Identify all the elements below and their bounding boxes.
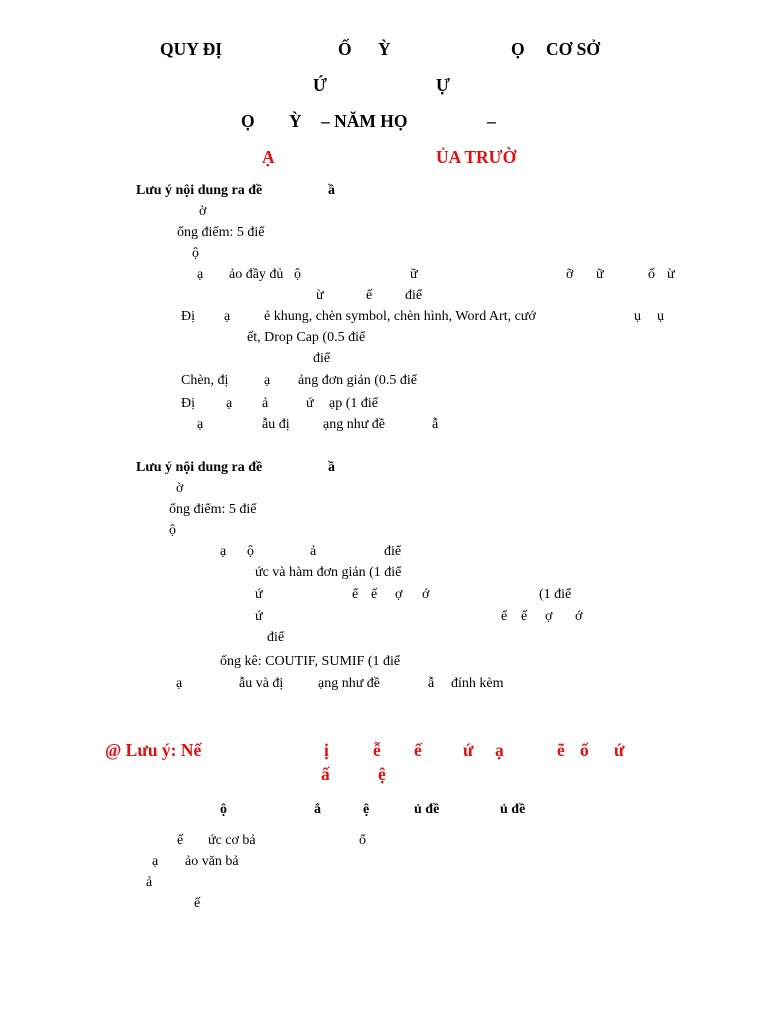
title-line3-part1: Ọ — [241, 111, 255, 131]
section1-item5-d: ẫ — [432, 417, 439, 432]
section2-item6-d: ẫ — [428, 676, 435, 691]
section1-item1b-b: ế — [366, 288, 373, 303]
section3-line4: ế — [194, 896, 201, 911]
note-line1-a: @ Lưu ý: Nế — [105, 740, 202, 760]
note-line1-g: ẽ — [557, 740, 565, 760]
section1-item2-d: ụ — [634, 309, 641, 324]
title-line3-part2: Ỳ — [289, 111, 302, 131]
note-line1-d: ế — [414, 740, 422, 760]
section1-item2c: điể — [313, 351, 331, 366]
section3-heading-d: ủ đề — [414, 802, 440, 817]
section1-heading: Lưu ý nội dung ra đề — [136, 183, 263, 198]
section1-item2-e: ụ — [657, 309, 664, 324]
section1-item2-c: ẻ khung, chèn symbol, chèn hình, Word Art, cướ — [264, 309, 536, 324]
section2-item4-a: ứ — [255, 609, 263, 624]
note-line2-b: ệ — [378, 764, 386, 784]
section1-item4-b: ạ — [226, 396, 233, 411]
section3-heading-e: ủ đề — [500, 802, 526, 817]
title-line4-part1: Ạ — [262, 147, 275, 167]
title-line3-part4: – — [487, 111, 496, 131]
section1-item1b-a: ừ — [316, 288, 324, 303]
section2-item6-e: đính kèm — [451, 676, 504, 691]
section1-score: ổng điểm: 5 điể — [177, 225, 265, 240]
section1-item1-g: ố — [648, 267, 655, 282]
section1-item5-b: ẫu đị — [262, 417, 290, 432]
section1-item1-f: ữ — [596, 267, 604, 282]
title-line1-part1: QUY ĐỊ — [160, 39, 223, 59]
section1-item1-b: ảo đầy đủ — [229, 267, 284, 282]
section2-item4b: điể — [267, 630, 285, 645]
section3-heading-b: ắ — [314, 802, 321, 817]
section2-item3-d: ợ — [395, 587, 403, 602]
section1-item4-c: ả — [262, 396, 269, 411]
section2-heading-tail: ầ — [328, 460, 335, 475]
section2-score: ổng điểm: 5 điể — [169, 502, 257, 517]
section2-item5: ống kê: COUTIF, SUMIF (1 điể — [220, 654, 401, 669]
section1-item4-a: Đị — [181, 396, 195, 411]
section3-line2-a: ạ — [152, 854, 159, 869]
title-line4-part2: ỦA TRƯỜ — [436, 147, 517, 167]
title-line1-part3: Ỳ — [378, 39, 391, 59]
section2-item1-c: ả — [310, 544, 317, 559]
section2-item1-b: ộ — [247, 544, 254, 559]
note-line1-f: ạ — [495, 740, 504, 760]
note-line1-b: ị — [324, 740, 329, 760]
section2-item1-d: điể — [384, 544, 402, 559]
section2-item4-d: ợ — [545, 609, 553, 624]
section1-item3-b: ạ — [264, 373, 271, 388]
title-line1-part5: CƠ SỞ — [546, 39, 600, 59]
section1-item1-c: ộ — [294, 267, 301, 282]
section2-item6-c: ạng như đề — [318, 676, 381, 691]
section1-item1-d: ữ — [410, 267, 418, 282]
section2-item4-c: ế — [521, 609, 528, 624]
section1-item5-c: ạng như đề — [323, 417, 386, 432]
section1-item4-e: ạp (1 điể — [329, 396, 378, 411]
section3-line3: ả — [146, 875, 153, 890]
section3-line1-a: ế — [177, 833, 184, 848]
section2-item3-c: ế — [371, 587, 378, 602]
section3-line1-b: ức cơ bả — [208, 833, 256, 848]
note-line1-i: ứ — [614, 740, 625, 760]
section1-heading-tail: ầ — [328, 183, 335, 198]
section1-item3-c: ảng đơn giản (0.5 điể — [298, 373, 417, 388]
title-line1-part4: Ọ — [511, 39, 525, 59]
section1-item4-d: ứ — [306, 396, 314, 411]
section3-heading-c: ệ — [363, 802, 370, 817]
note-line1-c: ễ — [373, 740, 381, 760]
section1-item2-b: ạ — [224, 309, 231, 324]
section1-item1-e: ỡ — [566, 267, 574, 282]
section1-item1-h: ừ — [667, 267, 675, 282]
title-line3-part3: – NĂM HỌ — [321, 111, 408, 131]
section1-item2b: ết, Drop Cap (0.5 điể — [247, 330, 366, 345]
section2-item6-a: ạ — [176, 676, 183, 691]
section2-item3-b: ể — [352, 587, 359, 602]
section2-time: ờ — [176, 481, 184, 496]
section1-item1-a: ạ — [197, 267, 204, 282]
section2-item2: ức và hàm đơn giản (1 điể — [255, 565, 402, 580]
section2-item3-e: ớ — [422, 587, 430, 602]
section3-line1-c: ổ — [359, 833, 366, 848]
section2-heading: Lưu ý nội dung ra đề — [136, 460, 263, 475]
section2-item4-b: ể — [501, 609, 508, 624]
title-line2-part2: Ự — [436, 75, 450, 95]
section1-item1b-c: điể — [405, 288, 423, 303]
section2-content-label: ộ — [169, 523, 176, 538]
section2-item6-b: ẫu và đị — [239, 676, 284, 691]
section2-item3-f: (1 điể — [539, 587, 572, 602]
title-line2-part1: Ứ — [313, 75, 327, 95]
section1-item5-a: ạ — [197, 417, 204, 432]
section2-item1-a: ạ — [220, 544, 227, 559]
section3-line2-b: ảo văn bả — [185, 854, 239, 869]
note-line1-h: ổ — [580, 740, 589, 760]
section3-heading-a: ộ — [220, 802, 227, 817]
section2-item4-e: ớ — [575, 609, 583, 624]
section1-item3-a: Chèn, đị — [181, 373, 229, 388]
title-line1-part2: Ố — [338, 39, 352, 59]
section1-time: ờ — [199, 204, 207, 219]
note-line1-e: ứ — [463, 740, 474, 760]
section2-item3-a: ứ — [255, 587, 263, 602]
section1-content-label: ộ — [192, 246, 199, 261]
note-line2-a: ấ — [321, 764, 330, 784]
section1-item2-a: Đị — [181, 309, 195, 324]
